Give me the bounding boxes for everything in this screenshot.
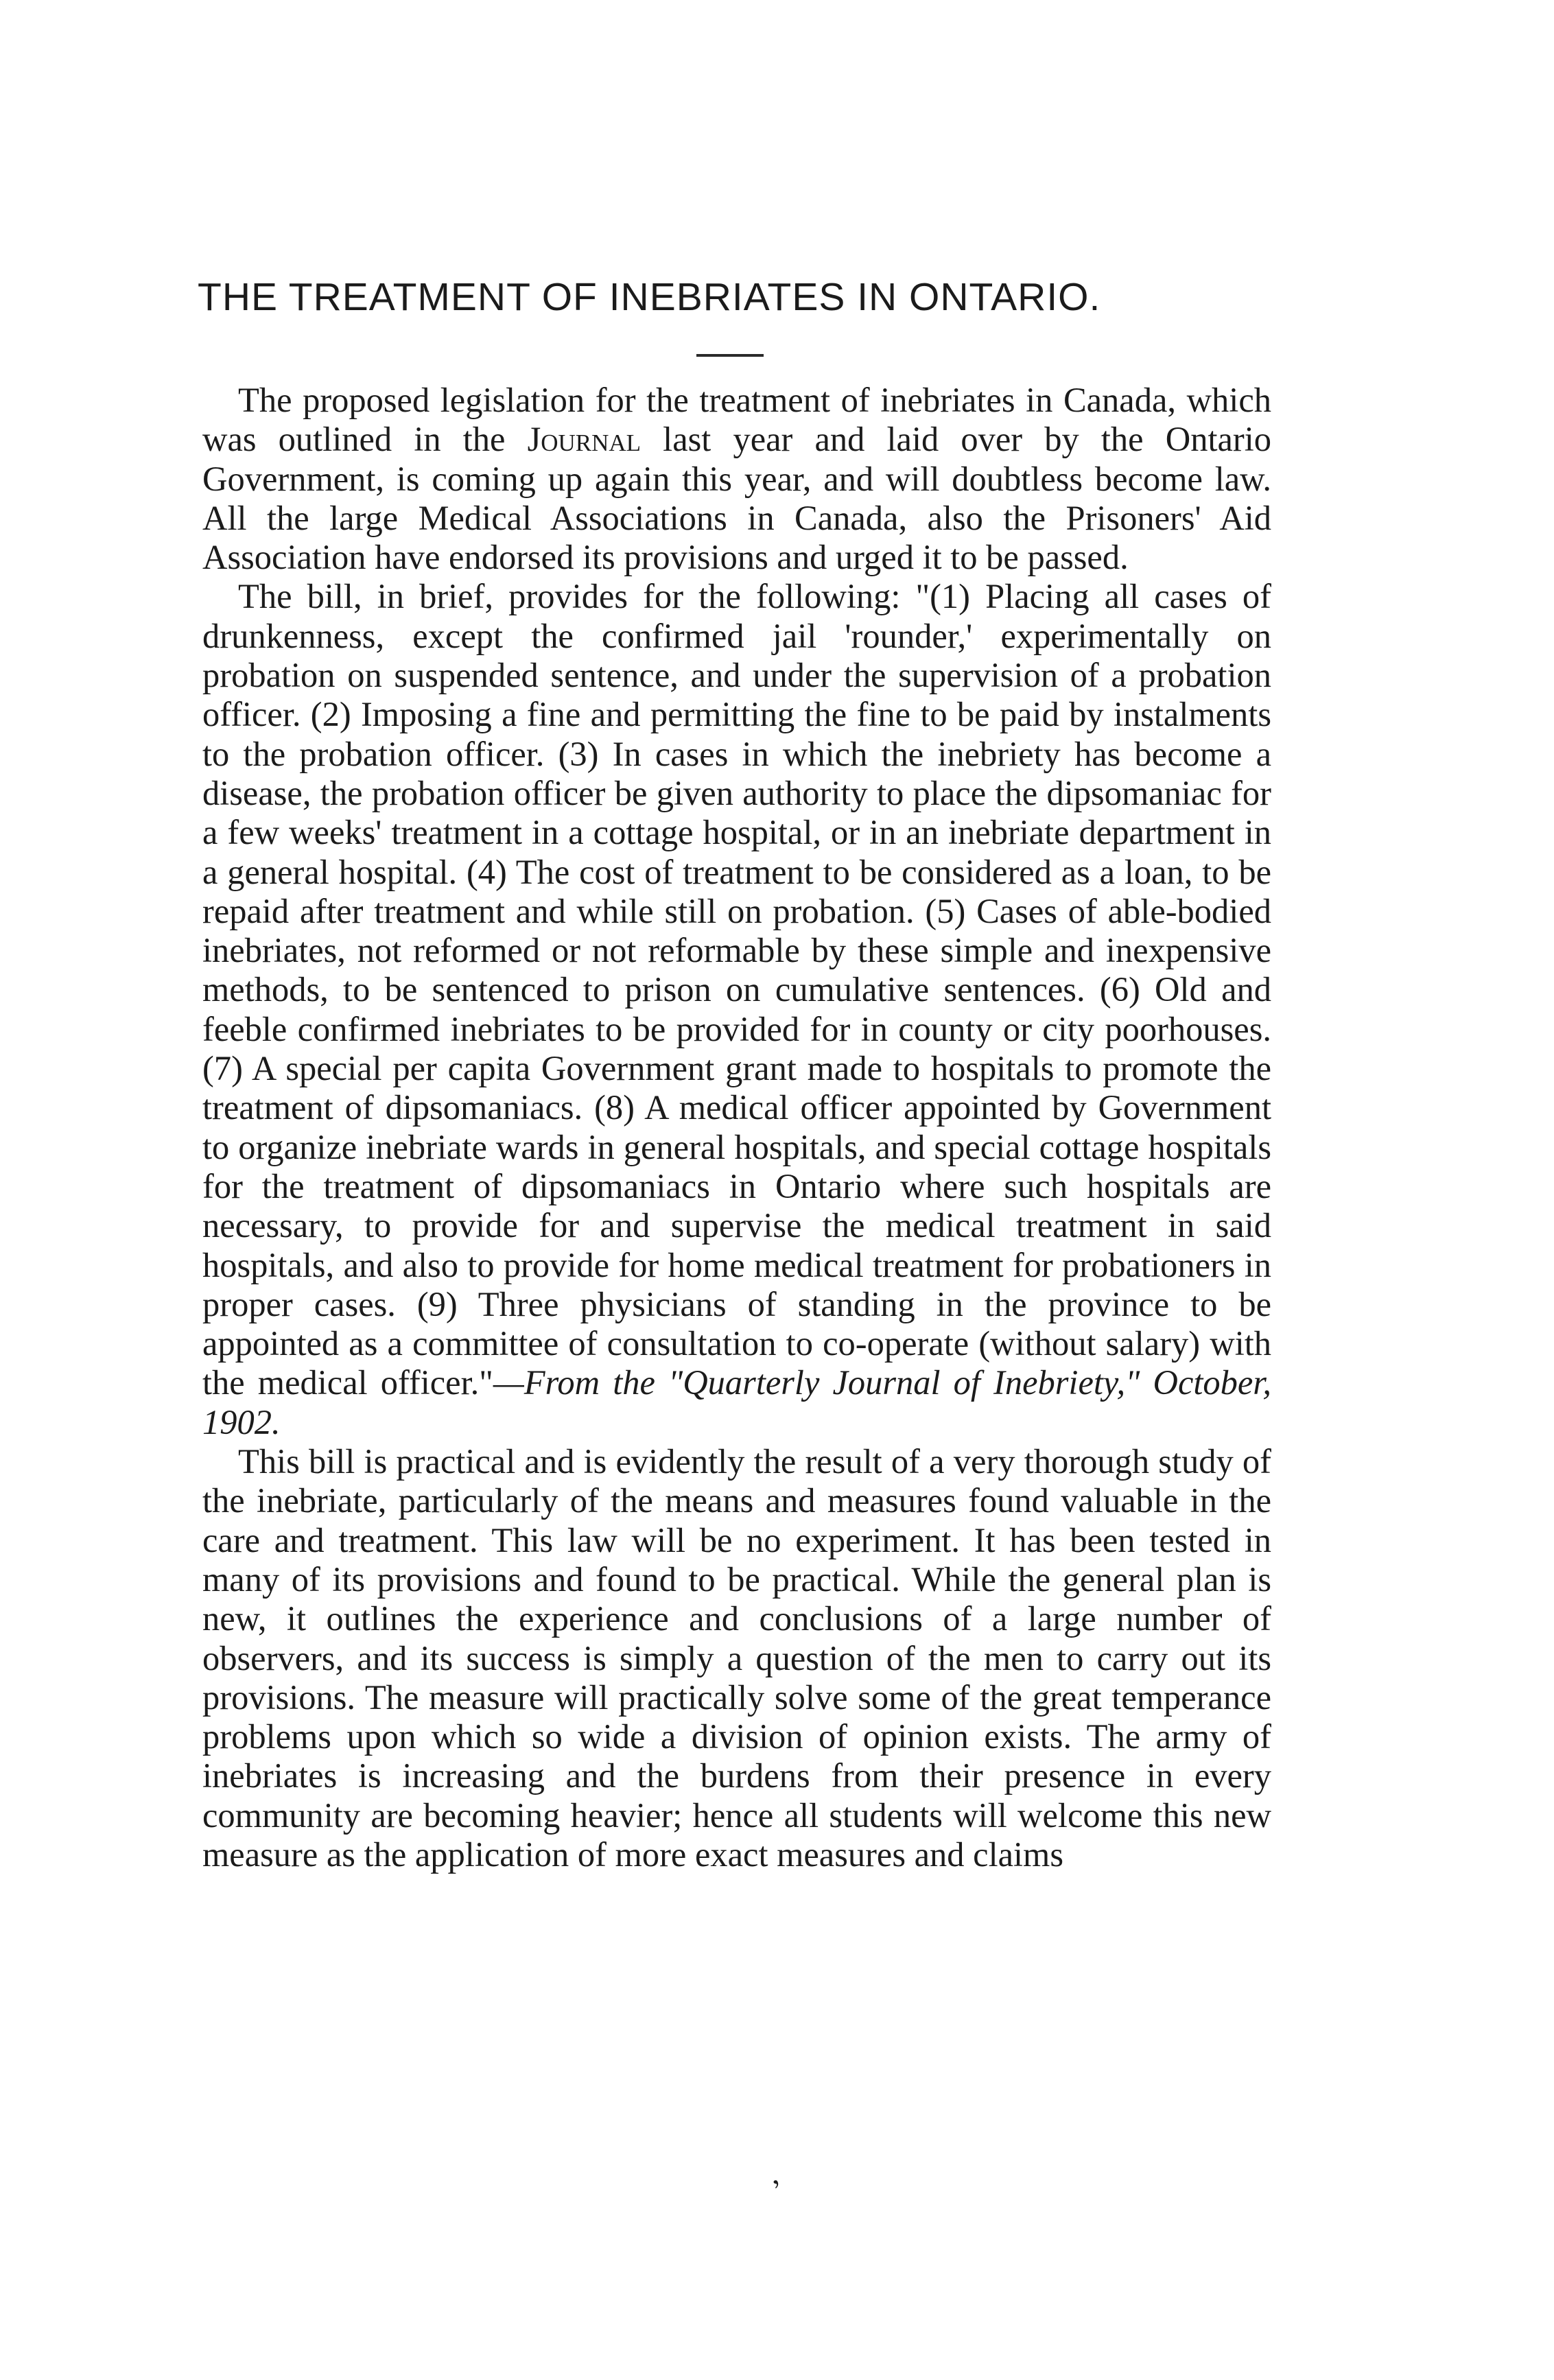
paragraph-2 — [202, 577, 1271, 1442]
paragraph-3: This bill is practical and is evidently the result of a very thorough study of the inebriate, particularly of the means and measures found valuable in the care and treatment. This law will be no experiment. It has been tested in many of its provisions and found to be practical. While the general plan is new, it outlines the experience and conclusions of a large number of observers, and its success is simply a question of the men to carry out its provisions. The measure will practically solve some of the great temperance problems upon which so wide a division of opinion exists. The army of inebriates is increasing and the burdens from their presence in every community are becoming heavier; hence all students will welcome this new measure as the application of more exact measures and claims — [202, 1442, 1271, 1874]
article-title: THE TREATMENT OF INEBRIATES IN ONTARIO. — [198, 275, 1101, 319]
paragraph-1 — [202, 381, 1271, 577]
paragraph-1-text-a: The proposed legislation for the treatment of inebriates in Canada, which was outlined in the — [202, 381, 1271, 459]
article-body — [202, 381, 1271, 1874]
paragraph-1-text-b: last year and laid over by the Ontario Government, is coming up again this year, and will doubtless become law. All the large Medical Associations in Canada, also the Prisoners' Aid Association have endorsed its provisions and urged it to be passed. — [202, 420, 1271, 577]
journal-reference: Journal — [527, 420, 641, 459]
title-rule — [696, 354, 764, 357]
bill-provisions-quote: The bill, in brief, provides for the following: "(1) Placing all cases of drunkenness, except the confirmed jail 'rounder,' experimentally on probation on suspended sentence, and under the supervision of a probation officer. (2) Imposing a fine and permitting the fine to be paid by instalments to the probation officer. (3) In cases in which the inebriety has become a disease, the probation officer be given authority to place the dipsomaniac for a few weeks' treatment in a cottage hospital, or in an inebriate department in a general hospital. (4) The cost of treatment to be considered as a loan, to be repaid after treatment and while still on probation. (5) Cases of able-bodied inebriates, not reformed or not reformable by these simple and inexpensive methods, to be sentenced to prison on cumulative sentences. (6) Old and feeble confirmed inebriates to be provided for in county or city poorhouses. (7) A special per capita Government grant made to hospitals to promote the treatment of dipsomaniacs. (8) A medical officer appointed by Government to organize inebriate wards in general hospitals, and special cottage hospitals for the treatment of dipsomaniacs in Ontario where such hospitals are necessary, to provide for and supervise the medical treatment in said hospitals, and also to provide for home medical treatment for probationers in proper cases. (9) Three physicians of standing in the province to be appointed as a committee of consultation to co-operate (without salary) with the medical officer." — [202, 577, 1271, 1402]
quote-source-citation: —From the "Quarterly Journal of Inebriety," October, 1902. — [202, 1363, 1271, 1441]
printer-mark: ’ — [767, 2172, 791, 2207]
